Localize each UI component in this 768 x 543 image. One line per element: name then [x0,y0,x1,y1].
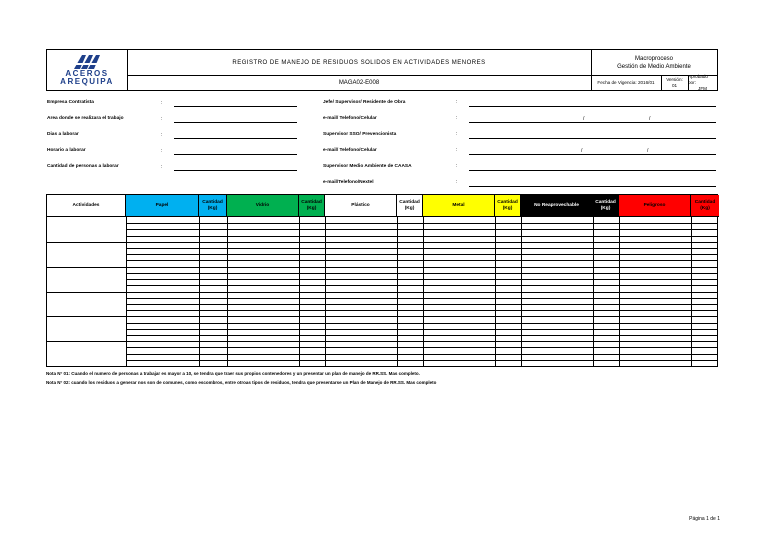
document-code: MAGA02-E008 [127,75,592,90]
column-header-12: Cantidad (Kg) [691,195,719,217]
row-divider [126,304,717,305]
colon: : [161,148,163,154]
email-telefono-nextel-label: e-mail/Telefono/Nextel [323,180,374,185]
row-divider [126,229,717,230]
area-trabajo-label: Area donde se realizara el trabajo [47,116,124,121]
residuos-table [46,194,718,367]
activity-group-divider [47,267,717,268]
jefe-supervisor-label: Jefe/ Supervisor/ Residente de Obra [323,100,406,105]
activity-group-divider [47,292,717,293]
colon: : [161,164,163,170]
email-telefono-1-field[interactable] [469,122,716,123]
document-title: REGISTRO DE MANEJO DE RESIDUOS SOLIDOS EN ACTIVIDADES MENORES [127,50,592,76]
supervisor-medio-ambiente-field[interactable] [469,170,716,171]
cantidad-personas-field[interactable] [174,170,297,171]
colon: : [456,147,458,153]
empresa-contratista-field[interactable] [174,106,297,107]
colon: : [161,116,163,122]
dias-laborar-label: Dias a laborar [47,132,79,137]
macroprocess-label: Macroproceso [634,55,673,62]
macroprocess-value: Gestión de Medio Ambiente [617,63,691,70]
version-value: 01 [671,82,678,88]
colon: : [456,99,458,105]
column-header-3: Vidrio [227,195,299,217]
macroprocess-box [591,50,717,76]
activity-group-divider [47,316,717,317]
cantidad-personas-label: Cantidad de personas a laborar [47,164,119,169]
dias-laborar-field[interactable] [174,138,297,139]
jefe-supervisor-field[interactable] [469,106,716,107]
column-header-11: Peligroso [619,195,691,217]
column-header-2: Cantidad (Kg) [199,195,227,217]
slash: / [581,148,583,154]
company-logo [47,50,128,90]
logo-text-bottom: AREQUIPA [60,77,114,86]
row-divider [126,236,717,237]
area-trabajo-field[interactable] [174,122,297,123]
aprobado-value: JFM [698,85,707,91]
row-divider [126,323,717,324]
email-telefono-nextel-field[interactable] [469,186,716,187]
colon: : [456,115,458,121]
slash: / [647,148,649,154]
supervisor-sso-label: Supervisor SSO/ Prevencionista [323,132,397,137]
row-divider [126,273,717,274]
page-number: Página 1 de 1 [689,516,720,522]
document-header [46,49,718,91]
horario-laborar-field[interactable] [174,154,297,155]
row-divider [126,329,717,330]
note-2: Nota N° 02: cuando los residuos a generar nos son de comunes, como escombros, entre otroas tipos de residuos, tendra que presentarse un Plan de Manejo de RR.SS. Mas completo [46,380,437,385]
version-label: Versión: [666,76,683,82]
row-divider [126,335,717,336]
row-divider [126,223,717,224]
column-header-7: Metal [423,195,495,217]
column-header-5: Plástico [325,195,397,217]
email-telefono-2-field[interactable] [469,154,716,155]
empresa-contratista-label: Empresa Contratista [47,100,94,105]
colon: : [456,179,458,185]
activity-group-divider [47,341,717,342]
slash: / [649,116,651,122]
row-divider [126,347,717,348]
horario-laborar-label: Horario a laborar [47,148,86,153]
colon: : [161,100,163,106]
email-telefono-2-label: e-mail/ Telefono/Celular [323,148,377,153]
column-header-4: Cantidad (Kg) [299,195,325,217]
column-header-1: Papel [126,195,199,217]
column-header-10: Cantidad (Kg) [593,195,619,217]
slash: / [583,116,585,122]
row-divider [126,354,717,355]
row-divider [126,248,717,249]
note-1: Nota N° 01: Cuando el numero de personas a trabajar es mayor a 10, se tendra que traer sus propios contenedores y un presentar un plan de manejo de RR.SS. Mas completo. [46,371,420,376]
logo-text-top: ACEROS [65,69,109,78]
column-header-0: Actividades [47,195,126,217]
column-header-9: No Reaprovechable [521,195,593,217]
row-divider [126,254,717,255]
row-divider [126,310,717,311]
row-divider [126,260,717,261]
aprobado-cell [688,75,717,90]
row-divider [126,285,717,286]
email-telefono-1-label: e-mail/ Telefono/Celular [323,116,377,121]
fecha-vigencia: Fecha de Vigencia: 2016/01 [591,75,662,90]
aprobado-label: Aprobado por: [688,73,708,85]
colon: : [456,163,458,169]
supervisor-sso-field[interactable] [469,138,716,139]
aceros-arequipa-logo-icon [72,54,102,70]
column-header-8: Cantidad (Kg) [495,195,521,217]
colon: : [161,132,163,138]
row-divider [126,279,717,280]
version-cell [661,75,689,90]
supervisor-medio-ambiente-label: Supervisor Medio Ambiente de CAASA [323,164,412,169]
row-divider [126,360,717,361]
activity-group-divider [47,242,717,243]
row-divider [126,298,717,299]
colon: : [456,131,458,137]
column-header-6: Cantidad (Kg) [397,195,423,217]
